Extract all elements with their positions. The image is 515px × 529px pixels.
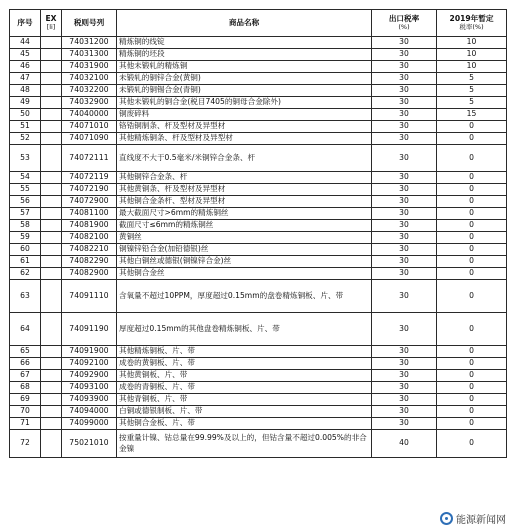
- cell-ex: [41, 73, 62, 85]
- cell-name: 厚度超过0.15mm的其他盘卷精炼铜板、片、带: [117, 313, 372, 346]
- cell-seq: 53: [10, 145, 41, 172]
- table-row: [10, 418, 507, 430]
- table-row: [10, 61, 507, 73]
- table-row: [10, 382, 507, 394]
- cell-export-rate: 30: [372, 109, 437, 121]
- table-row: [10, 220, 507, 232]
- header-export-rate: 出口税率 (%): [372, 10, 437, 37]
- cell-name: 其他铜合金条杆、型材及异型材: [117, 196, 372, 208]
- cell-seq: 62: [10, 268, 41, 280]
- cell-ex: [41, 418, 62, 430]
- table-row: [10, 358, 507, 370]
- cell-name: 其他未锻轧的精炼铜: [117, 61, 372, 73]
- cell-temp-rate: 0: [437, 430, 507, 458]
- cell-seq: 67: [10, 370, 41, 382]
- table-header-row: [10, 10, 507, 37]
- cell-temp-rate: 0: [437, 358, 507, 370]
- cell-ex: [41, 208, 62, 220]
- table-row: [10, 280, 507, 313]
- cell-ex: [41, 184, 62, 196]
- cell-name: 其他白铜丝或德银(铜镍锌合金)丝: [117, 256, 372, 268]
- cell-export-rate: 30: [372, 61, 437, 73]
- cell-seq: 65: [10, 346, 41, 358]
- header-code: 税则号列: [62, 10, 117, 37]
- cell-code: 74093100: [62, 382, 117, 394]
- cell-seq: 64: [10, 313, 41, 346]
- cell-export-rate: 30: [372, 346, 437, 358]
- cell-ex: [41, 232, 62, 244]
- cell-seq: 63: [10, 280, 41, 313]
- table-row: [10, 268, 507, 280]
- cell-ex: [41, 358, 62, 370]
- cell-seq: 72: [10, 430, 41, 458]
- cell-ex: [41, 346, 62, 358]
- cell-code: 74082100: [62, 232, 117, 244]
- cell-temp-rate: 0: [437, 370, 507, 382]
- cell-ex: [41, 121, 62, 133]
- cell-code: 74081100: [62, 208, 117, 220]
- cell-export-rate: 30: [372, 313, 437, 346]
- cell-temp-rate: 0: [437, 208, 507, 220]
- cell-name: 其他铜合金丝: [117, 268, 372, 280]
- cell-name: 按重量计镍、钴总量在99.99%及以上的，但钴含量不超过0.005%的非合金镍: [117, 430, 372, 458]
- cell-temp-rate: 0: [437, 418, 507, 430]
- cell-export-rate: 30: [372, 406, 437, 418]
- cell-name: 最大截面尺寸>6mm的精炼铜丝: [117, 208, 372, 220]
- cell-name: 未锻轧的铜锡合金(青铜): [117, 85, 372, 97]
- cell-ex: [41, 244, 62, 256]
- cell-export-rate: 30: [372, 172, 437, 184]
- tariff-table: [9, 9, 507, 458]
- cell-export-rate: 30: [372, 208, 437, 220]
- cell-code: 74031300: [62, 49, 117, 61]
- cell-code: 74092900: [62, 370, 117, 382]
- table-row: [10, 85, 507, 97]
- cell-code: 74072119: [62, 172, 117, 184]
- cell-export-rate: 30: [372, 358, 437, 370]
- cell-code: 74092100: [62, 358, 117, 370]
- cell-temp-rate: 10: [437, 49, 507, 61]
- cell-ex: [41, 406, 62, 418]
- cell-name: 铜废碎料: [117, 109, 372, 121]
- cell-code: 74081900: [62, 220, 117, 232]
- cell-temp-rate: 0: [437, 184, 507, 196]
- cell-name: 直线度不大于0.5毫米/米铜锌合金条、杆: [117, 145, 372, 172]
- cell-code: 74082210: [62, 244, 117, 256]
- cell-name: 其他精炼铜条、杆及型材及异型材: [117, 133, 372, 145]
- cell-export-rate: 30: [372, 418, 437, 430]
- cell-code: 74072190: [62, 184, 117, 196]
- cell-ex: [41, 280, 62, 313]
- cell-code: 74031900: [62, 61, 117, 73]
- cell-seq: 55: [10, 184, 41, 196]
- cell-seq: 58: [10, 220, 41, 232]
- cell-temp-rate: 10: [437, 37, 507, 49]
- cell-name: 其他铜合金板、片、带: [117, 418, 372, 430]
- table-row: [10, 208, 507, 220]
- cell-seq: 48: [10, 85, 41, 97]
- cell-name: 白铜或德银制板、片、带: [117, 406, 372, 418]
- cell-export-rate: 30: [372, 37, 437, 49]
- cell-export-rate: 30: [372, 394, 437, 406]
- table-row: [10, 430, 507, 458]
- cell-temp-rate: 0: [437, 145, 507, 172]
- cell-ex: [41, 430, 62, 458]
- cell-name: 其他未锻轧的铜合金(税目7405的铜母合金除外): [117, 97, 372, 109]
- table-row: [10, 49, 507, 61]
- cell-name: 未锻轧的铜锌合金(黄铜): [117, 73, 372, 85]
- cell-ex: [41, 382, 62, 394]
- cell-code: 74032900: [62, 97, 117, 109]
- table-row: [10, 346, 507, 358]
- table-row: [10, 256, 507, 268]
- cell-code: 74094000: [62, 406, 117, 418]
- cell-temp-rate: 15: [437, 109, 507, 121]
- cell-ex: [41, 196, 62, 208]
- table-row: [10, 184, 507, 196]
- cell-name: 铬锆铜制条、杆及型材及异型材: [117, 121, 372, 133]
- cell-ex: [41, 97, 62, 109]
- cell-seq: 56: [10, 196, 41, 208]
- cell-ex: [41, 145, 62, 172]
- cell-ex: [41, 256, 62, 268]
- cell-export-rate: 30: [372, 121, 437, 133]
- cell-export-rate: 30: [372, 244, 437, 256]
- table-row: [10, 370, 507, 382]
- cell-code: 74091190: [62, 313, 117, 346]
- cell-seq: 68: [10, 382, 41, 394]
- header-seq: 序号: [10, 10, 41, 37]
- header-temp-rate: 2019年暂定 税率(%): [437, 10, 507, 37]
- cell-ex: [41, 61, 62, 73]
- cell-code: 74071010: [62, 121, 117, 133]
- table-row: [10, 145, 507, 172]
- cell-seq: 47: [10, 73, 41, 85]
- table-row: [10, 133, 507, 145]
- cell-code: 75021010: [62, 430, 117, 458]
- cell-name: 黄铜丝: [117, 232, 372, 244]
- header-name: 商品名称: [117, 10, 372, 37]
- cell-seq: 44: [10, 37, 41, 49]
- cell-code: 74082900: [62, 268, 117, 280]
- cell-export-rate: 30: [372, 85, 437, 97]
- cell-code: 74032100: [62, 73, 117, 85]
- cell-name: 精炼铜的线锭: [117, 37, 372, 49]
- table-row: [10, 172, 507, 184]
- cell-export-rate: 30: [372, 256, 437, 268]
- cell-export-rate: 30: [372, 73, 437, 85]
- cell-name: 铜镍锌铅合金(加铅德银)丝: [117, 244, 372, 256]
- cell-export-rate: 30: [372, 280, 437, 313]
- table-row: [10, 97, 507, 109]
- cell-code: 74071090: [62, 133, 117, 145]
- table-row: [10, 313, 507, 346]
- table-row: [10, 232, 507, 244]
- cell-name: 其他精炼铜板、片、带: [117, 346, 372, 358]
- cell-temp-rate: 10: [437, 61, 507, 73]
- cell-export-rate: 30: [372, 382, 437, 394]
- cell-name: 其他青铜板、片、带: [117, 394, 372, 406]
- cell-ex: [41, 109, 62, 121]
- cell-name: 截面尺寸≤6mm的精炼铜丝: [117, 220, 372, 232]
- cell-seq: 46: [10, 61, 41, 73]
- cell-temp-rate: 0: [437, 133, 507, 145]
- cell-temp-rate: 0: [437, 196, 507, 208]
- cell-export-rate: 30: [372, 145, 437, 172]
- cell-temp-rate: 0: [437, 313, 507, 346]
- cell-export-rate: 30: [372, 97, 437, 109]
- cell-seq: 59: [10, 232, 41, 244]
- cell-seq: 61: [10, 256, 41, 268]
- cell-temp-rate: 0: [437, 256, 507, 268]
- cell-temp-rate: 0: [437, 346, 507, 358]
- table-row: [10, 37, 507, 49]
- cell-export-rate: 30: [372, 232, 437, 244]
- cell-ex: [41, 172, 62, 184]
- cell-temp-rate: 0: [437, 121, 507, 133]
- cell-temp-rate: 5: [437, 97, 507, 109]
- cell-seq: 49: [10, 97, 41, 109]
- cell-temp-rate: 5: [437, 85, 507, 97]
- cell-code: 74031200: [62, 37, 117, 49]
- table-row: [10, 394, 507, 406]
- cell-ex: [41, 370, 62, 382]
- table-row: [10, 73, 507, 85]
- cell-code: 74091110: [62, 280, 117, 313]
- table-row: [10, 196, 507, 208]
- cell-seq: 51: [10, 121, 41, 133]
- cell-seq: 70: [10, 406, 41, 418]
- cell-temp-rate: 5: [437, 73, 507, 85]
- cell-ex: [41, 133, 62, 145]
- cell-code: 74072900: [62, 196, 117, 208]
- cell-seq: 66: [10, 358, 41, 370]
- cell-temp-rate: 0: [437, 244, 507, 256]
- cell-name: 含氧量不超过10PPM，厚度超过0.15mm的盘卷精炼铜板、片、带: [117, 280, 372, 313]
- cell-seq: 45: [10, 49, 41, 61]
- cell-ex: [41, 85, 62, 97]
- cell-ex: [41, 268, 62, 280]
- watermark-text: 能源新闻网: [456, 515, 506, 526]
- cell-temp-rate: 0: [437, 382, 507, 394]
- cell-export-rate: 30: [372, 49, 437, 61]
- cell-ex: [41, 220, 62, 232]
- cell-ex: [41, 37, 62, 49]
- cell-export-rate: 30: [372, 370, 437, 382]
- cell-seq: 52: [10, 133, 41, 145]
- cell-seq: 54: [10, 172, 41, 184]
- table-row: [10, 109, 507, 121]
- cell-code: 74093900: [62, 394, 117, 406]
- cell-ex: [41, 49, 62, 61]
- table-row: [10, 244, 507, 256]
- cell-temp-rate: 0: [437, 232, 507, 244]
- news-logo-icon: [440, 512, 453, 525]
- cell-export-rate: 30: [372, 268, 437, 280]
- cell-name: 成卷的黄铜板、片、带: [117, 358, 372, 370]
- cell-name: 成卷的青铜板、片、带: [117, 382, 372, 394]
- cell-seq: 57: [10, 208, 41, 220]
- cell-name: 其他铜锌合金条、杆: [117, 172, 372, 184]
- cell-temp-rate: 0: [437, 220, 507, 232]
- cell-temp-rate: 0: [437, 172, 507, 184]
- cell-export-rate: 30: [372, 220, 437, 232]
- cell-name: 其他黄铜条、杆及型材及异型材: [117, 184, 372, 196]
- cell-name: 其他黄铜板、片、带: [117, 370, 372, 382]
- cell-export-rate: 30: [372, 196, 437, 208]
- cell-code: 74099000: [62, 418, 117, 430]
- cell-code: 74032200: [62, 85, 117, 97]
- source-watermark: [437, 510, 509, 527]
- cell-seq: 60: [10, 244, 41, 256]
- table-row: [10, 406, 507, 418]
- cell-export-rate: 30: [372, 184, 437, 196]
- cell-code: 74091900: [62, 346, 117, 358]
- cell-temp-rate: 0: [437, 280, 507, 313]
- cell-seq: 71: [10, 418, 41, 430]
- cell-temp-rate: 0: [437, 406, 507, 418]
- cell-code: 74072111: [62, 145, 117, 172]
- cell-export-rate: 40: [372, 430, 437, 458]
- cell-seq: 50: [10, 109, 41, 121]
- cell-export-rate: 30: [372, 133, 437, 145]
- cell-temp-rate: 0: [437, 268, 507, 280]
- header-ex: EX [li]: [41, 10, 62, 37]
- cell-temp-rate: 0: [437, 394, 507, 406]
- cell-seq: 69: [10, 394, 41, 406]
- cell-name: 精炼铜的坯段: [117, 49, 372, 61]
- table-row: [10, 121, 507, 133]
- cell-ex: [41, 313, 62, 346]
- cell-ex: [41, 394, 62, 406]
- cell-code: 74040000: [62, 109, 117, 121]
- cell-code: 74082290: [62, 256, 117, 268]
